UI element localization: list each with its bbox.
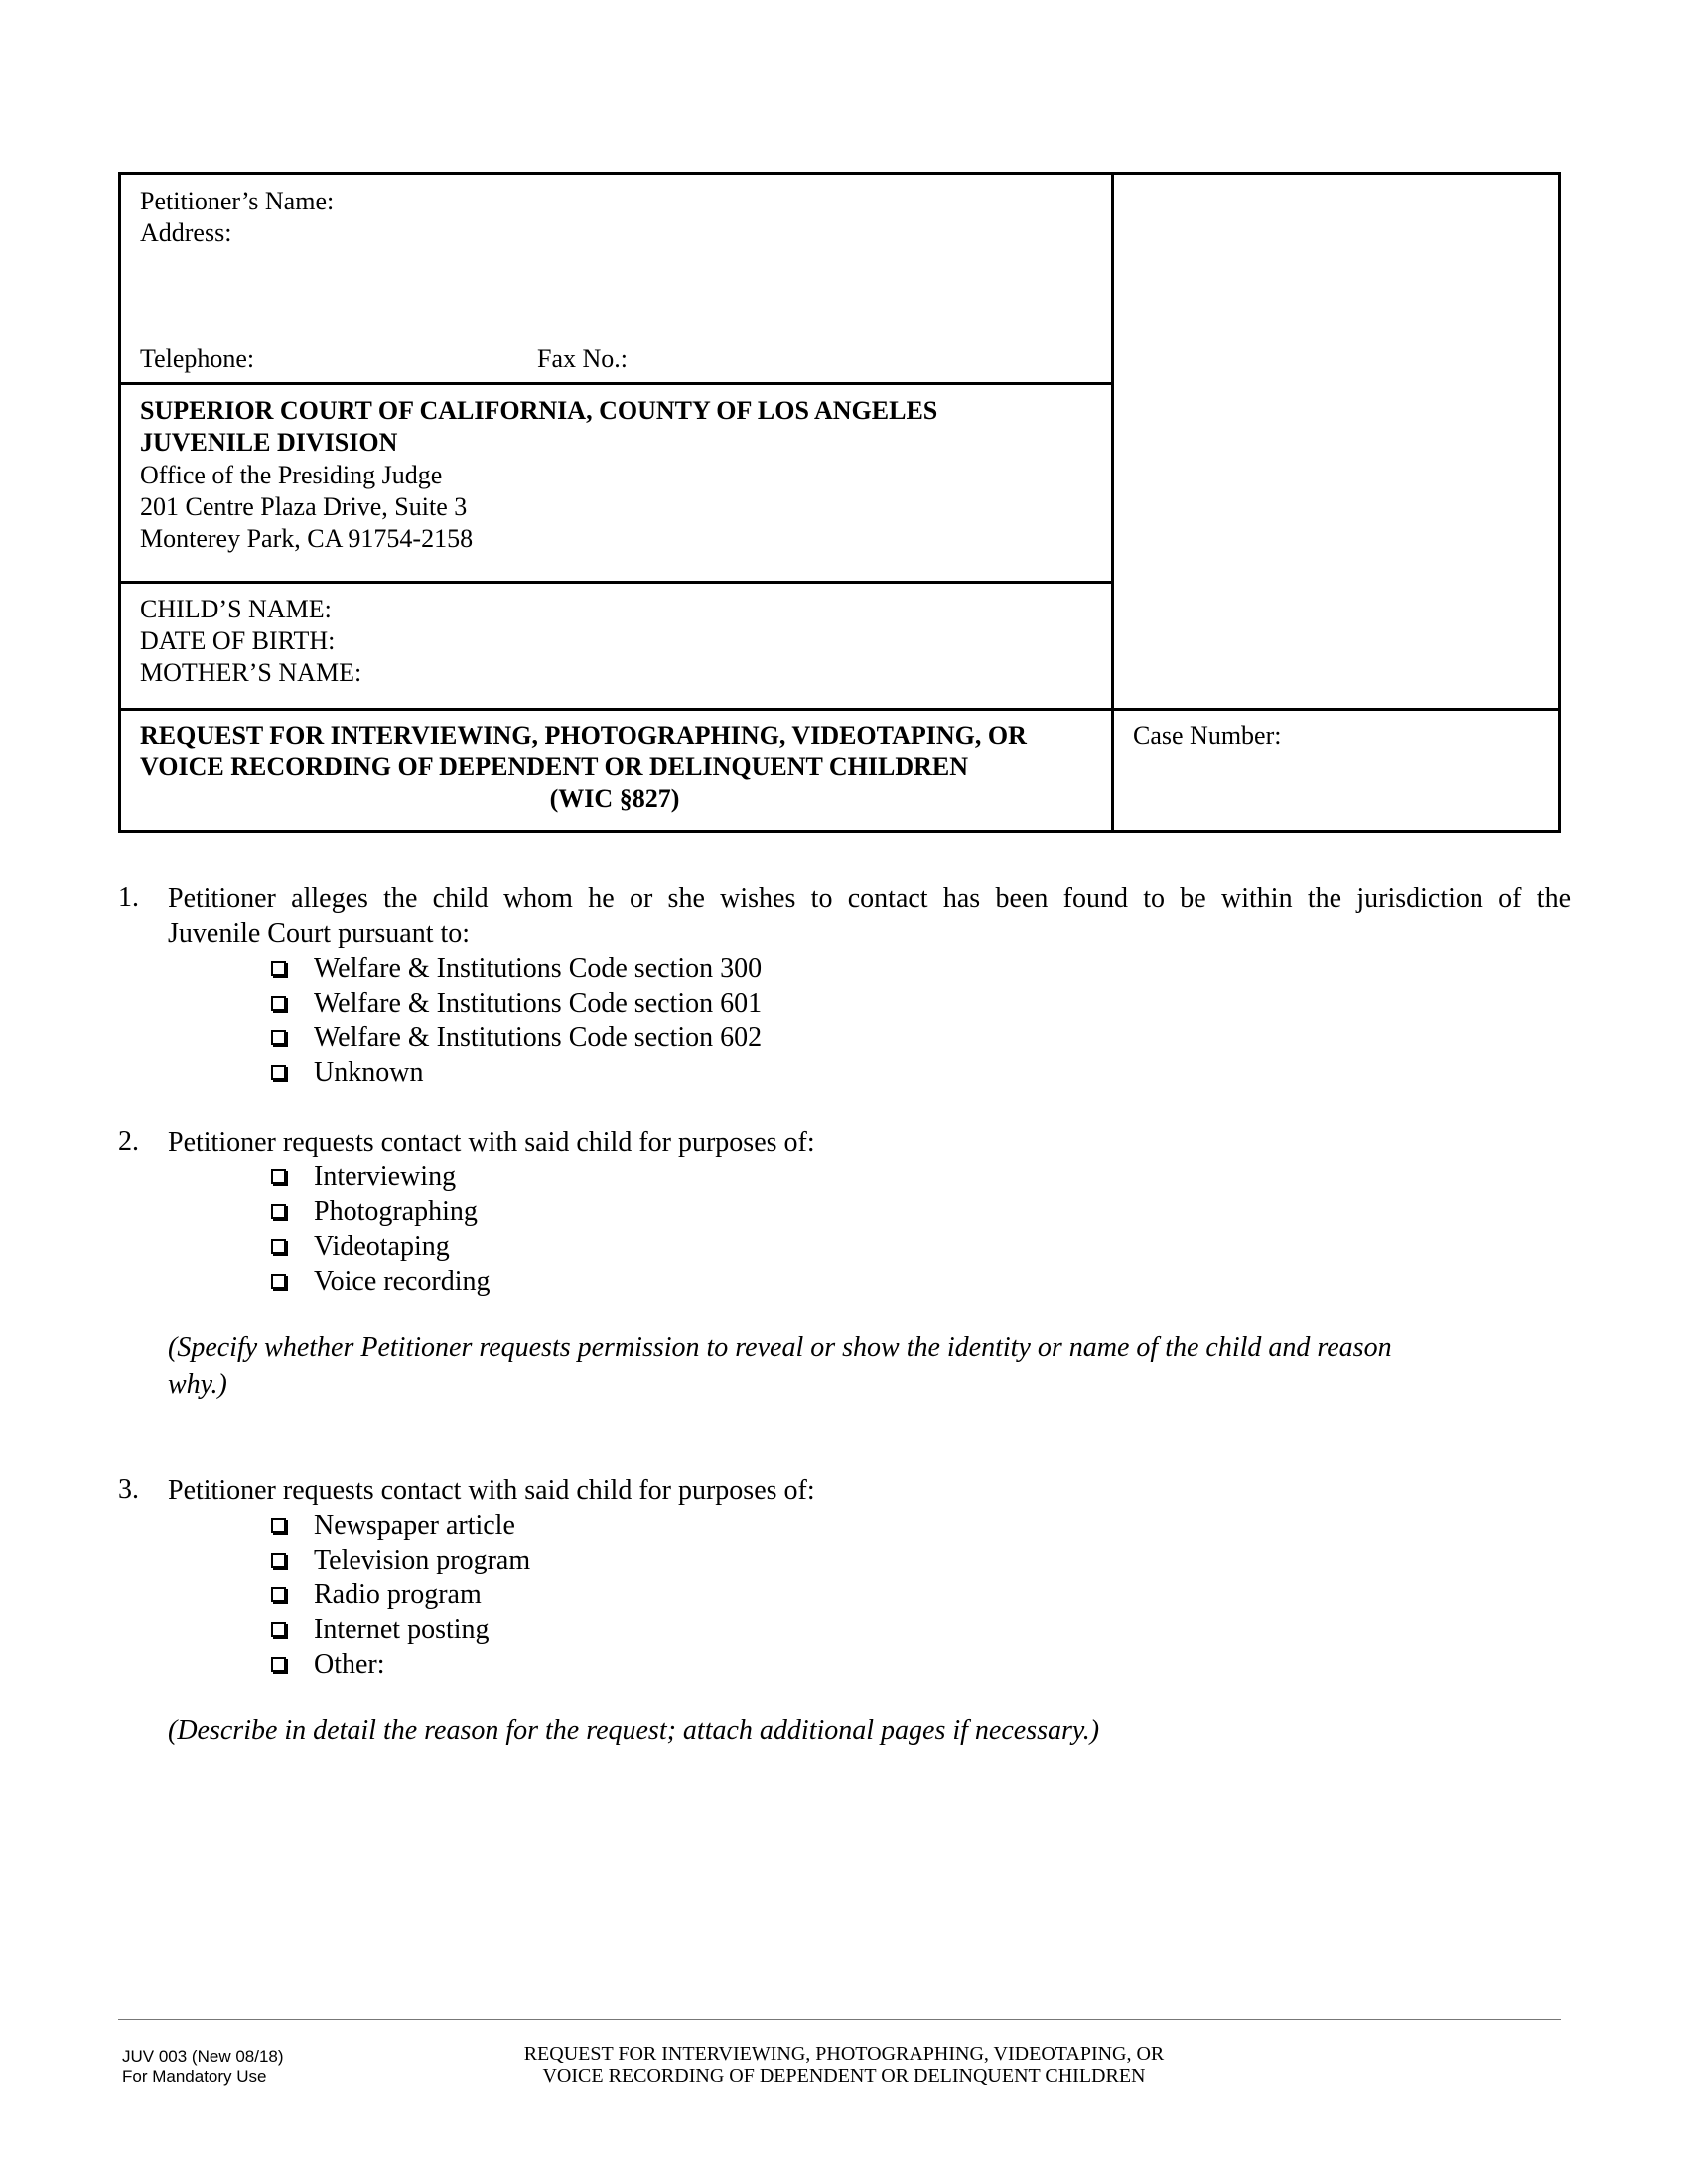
checkbox-icon[interactable] [271,1030,286,1045]
form-title-line1: REQUEST FOR INTERVIEWING, PHOTOGRAPHING, VIDEOTAPING, OR [140,721,1027,750]
mother-name-label: MOTHER’S NAME: [140,658,362,687]
checkbox-icon[interactable] [271,1622,286,1637]
section3-text: Petitioner requests contact with said child for purposes of: [168,1475,815,1506]
checkbox-icon[interactable] [271,1065,286,1080]
footer-rule [118,2019,1561,2020]
section3-option[interactable] [271,1508,515,1543]
section1-option[interactable] [271,951,762,986]
footer-title-line2: VOICE RECORDING OF DEPENDENT OR DELINQUENT CHILDREN [542,2065,1146,2087]
checkbox-icon[interactable] [271,1204,286,1219]
checkbox-icon[interactable] [271,1518,286,1533]
section1-text-line1: Petitioner alleges the child whom he or she wishes to contact has been found to be within the jurisdiction of the [168,884,1571,914]
section1-number: 1. [118,883,139,913]
caption-divider-vertical [1111,172,1114,833]
option-label: Voice recording [314,1266,491,1297]
fax-label: Fax No.: [537,344,628,373]
section2-text: Petitioner requests contact with said child for purposes of: [168,1127,815,1158]
section3-option[interactable] [271,1543,530,1577]
section3-option[interactable] [271,1612,490,1647]
section3-instruction: (Describe in detail the reason for the request; attach additional pages if necessary.) [168,1715,1100,1746]
section2-option[interactable] [271,1194,478,1229]
case-number-label: Case Number: [1133,721,1282,750]
checkbox-icon[interactable] [271,1657,286,1672]
option-label: Welfare & Institutions Code section 601 [314,988,763,1019]
section1-option[interactable] [271,986,762,1021]
section2-option[interactable] [271,1229,450,1264]
checkbox-icon[interactable] [271,1239,286,1254]
option-label: Welfare & Institutions Code section 300 [314,953,763,984]
section1-option[interactable] [271,1021,762,1055]
option-label: Videotaping [314,1231,450,1262]
section2-number: 2. [118,1126,139,1157]
footer-title-line1: REQUEST FOR INTERVIEWING, PHOTOGRAPHING, VIDEOTAPING, OR [523,2043,1165,2065]
telephone-label: Telephone: [140,344,255,373]
option-label: Photographing [314,1196,478,1227]
address-label: Address: [140,218,232,247]
child-name-label: CHILD’S NAME: [140,595,332,623]
checkbox-icon[interactable] [271,1553,286,1568]
option-label: Welfare & Institutions Code section 602 [314,1023,763,1053]
checkbox-icon[interactable] [271,996,286,1011]
section2-instruction-line1: (Specify whether Petitioner requests permission to reveal or show the identity or name of the child and reason [168,1332,1392,1363]
divider-child [118,708,1561,711]
option-label: Television program [314,1545,531,1575]
option-label: Radio program [314,1579,482,1610]
section1-text-line2: Juvenile Court pursuant to: [168,918,471,949]
option-label: Newspaper article [314,1510,515,1541]
checkbox-icon[interactable] [271,1274,286,1289]
option-label: Other: [314,1649,385,1680]
court-division: JUVENILE DIVISION [140,428,398,457]
footer-mandatory: For Mandatory Use [122,2067,267,2086]
form-title-line2: VOICE RECORDING OF DEPENDENT OR DELINQUENT CHILDREN [140,752,969,781]
section2-option[interactable] [271,1160,456,1194]
divider-petitioner [118,382,1114,385]
checkbox-icon[interactable] [271,1169,286,1184]
footer-form-id: JUV 003 (New 08/18) [122,2047,284,2066]
option-label: Interviewing [314,1161,457,1192]
court-name: SUPERIOR COURT OF CALIFORNIA, COUNTY OF LOS ANGELES [140,396,938,425]
dob-label: DATE OF BIRTH: [140,626,336,655]
option-label: Unknown [314,1057,424,1088]
checkbox-icon[interactable] [271,1587,286,1602]
section3-option[interactable] [271,1577,482,1612]
form-title-line3: (WIC §827) [549,784,680,813]
section1-option[interactable] [271,1055,423,1090]
court-office: Office of the Presiding Judge [140,461,443,489]
petitioner-name-label: Petitioner’s Name: [140,187,335,215]
checkbox-icon[interactable] [271,961,286,976]
section3-number: 3. [118,1474,139,1505]
option-label: Internet posting [314,1614,490,1645]
court-city: Monterey Park, CA 91754-2158 [140,524,474,553]
section2-option[interactable] [271,1264,491,1298]
divider-court [118,581,1114,584]
court-street: 201 Centre Plaza Drive, Suite 3 [140,492,468,521]
section3-option[interactable] [271,1647,385,1682]
section2-instruction-line2: why.) [168,1369,227,1400]
